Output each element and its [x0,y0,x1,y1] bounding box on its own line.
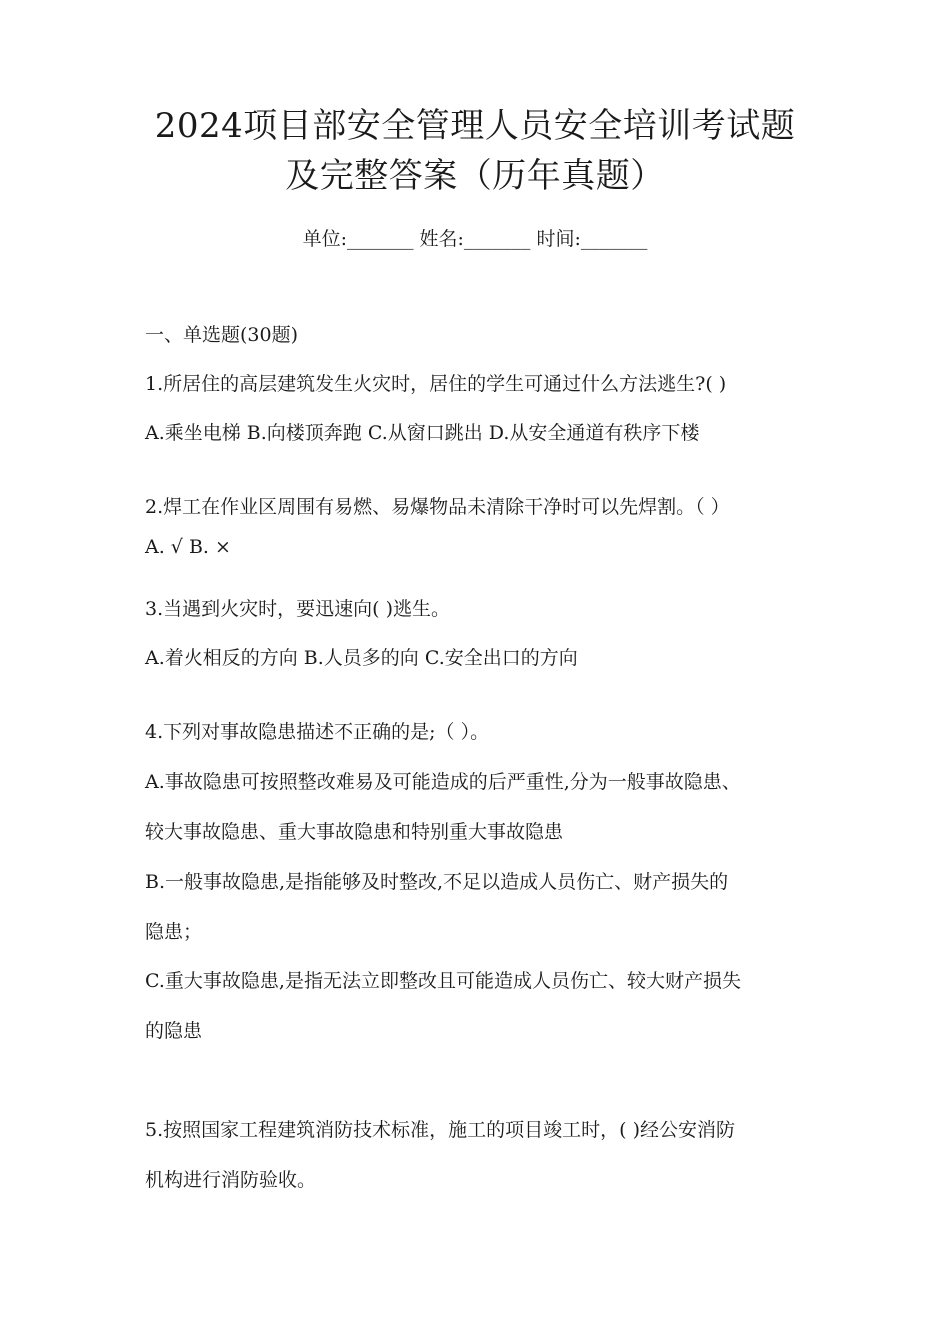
question-1-stem: 1.所居住的高层建筑发生火灾时，居住的学生可通过什么方法逃生?( ) [145,373,727,395]
question-4-option-line-2: 较大事故隐患、重大事故隐患和特别重大事故隐患 [145,821,564,843]
section-heading: 一、单选题(30题) [145,324,299,346]
question-4-stem: 4.下列对事故隐患描述不正确的是;（ ）。 [145,721,490,743]
question-4-option-line-1: A.事故隐患可按照整改难易及可能造成的后严重性,分为一般事故隐患、 [145,771,741,793]
question-1-options: A.乘坐电梯 B.向楼顶奔跑 C.从窗口跳出 D.从安全通道有秩序下楼 [145,422,700,444]
question-4-option-line-3: B.一般事故隐患,是指能够及时整改,不足以造成人员伤亡、财产损失的 [145,871,729,893]
question-5-stem-line-1: 5.按照国家工程建筑消防技术标准，施工的项目竣工时，( )经公安消防 [145,1119,735,1141]
document-title-line-2: 及完整答案（历年真题） [285,156,665,196]
question-3-stem: 3.当遇到火灾时，要迅速向( )逃生。 [145,598,450,620]
info-fields-line: 单位:_______ 姓名:_______ 时间:_______ [302,228,648,250]
document-title-line-1: 2024项目部安全管理人员安全培训考试题 [154,106,796,146]
question-4-option-line-5: C.重大事故隐患,是指无法立即整改且可能造成人员伤亡、较大财产损失 [145,970,741,992]
question-2-options: A. √ B. × [145,536,231,558]
question-2-stem: 2.焊工在作业区周围有易燃、易爆物品未清除干净时可以先焊割。（ ） [145,496,730,518]
question-4-option-line-6: 的隐患 [145,1020,203,1042]
question-3-options: A.着火相反的方向 B.人员多的向 C.安全出口的方向 [145,647,578,669]
question-5-stem-line-2: 机构进行消防验收。 [145,1169,317,1191]
question-4-option-line-4: 隐患； [145,921,203,943]
